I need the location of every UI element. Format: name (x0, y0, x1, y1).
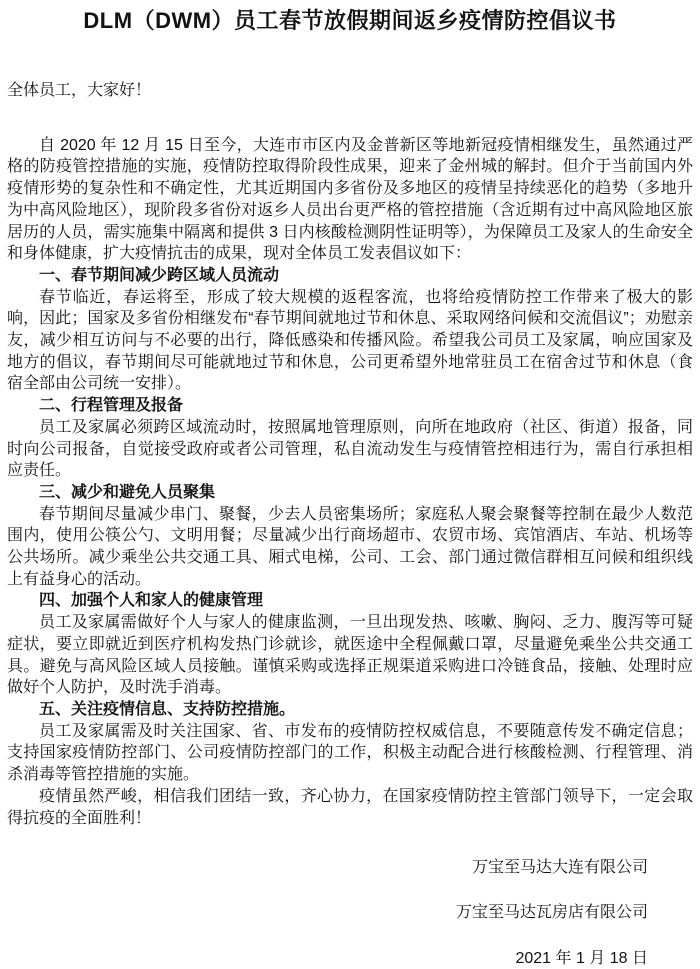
section-1-paragraph: 春节临近，春运将至，形成了较大规模的返程客流，也将给疫情防控工作带来了极大的影响，因此；国家及多省份相继发布“春节期间就地过节和休息、采取网络问候和交流倡议”；劝慰亲友，减少相互访问与不必要的出行，降低感染和传播风险。希望我公司员工及家属，响应国家及地方的倡议，春节期间尽可能就地过节和休息，公司更希望外地常驻员工在宿舍过节和休息（食宿全部由公司统一安排）。 (7, 288, 693, 393)
section-5-paragraph: 员工及家属需及时关注国家、省、市发布的疫情防控权威信息，不要随意传发不确定信息；支持国家疫情防控部门、公司疫情防控部门的工作，积极主动配合进行核酸检测、行程管理、消杀消毒等管控措施的实施。 (7, 722, 693, 784)
greeting-line: 全体员工，大家好！ (7, 82, 152, 99)
intro-paragraph: 自 2020 年 12 月 15 日至今，大连市市区内及金普新区等地新冠疫情相继发生，虽然通过严格的防疫管控措施的实施，疫情防控取得阶段性成果，迎来了金州城的解封。但介于当前国内外疫情形势的复杂性和不确定性，尤其近期国内多省份及多地区的疫情呈持续恶化的趋势（多地升为中高风险地区），现阶段多省份对返乡人员出台更严格的管控措施（含近期有过中高风险地区旅居历的人员，需实施集中隔离和提供 3 日内核酸检测阴性证明等），为保障员工及家人的生命安全和身体健康，扩大疫情抗击的成果，现对全体员工发表倡议如下： (7, 136, 693, 263)
signature-company-1: 万宝至马达大连有限公司 (471, 859, 648, 877)
section-2-heading: 二、行程管理及报备 (39, 397, 184, 415)
section-1-heading: 一、春节期间减少跨区域人员流动 (39, 266, 280, 284)
section-3-paragraph: 春节期间尽量减少串门、聚餐，少去人员密集场所；家庭私人聚会聚餐等控制在最少人数范围内，使用公筷公勺、文明用餐；尽量减少出行商场超市、农贸市场、宾馆酒店、车站、机场等公共场所。减少乘坐公共交通工具、厢式电梯，公司、工会、部门通过微信群相互问候和组织线上有益身心的活动。 (7, 505, 693, 588)
section-5-heading: 五、关注疫情信息、支持防控措施。 (39, 700, 296, 718)
section-3-heading: 三、减少和避免人员聚集 (39, 483, 216, 501)
signature-block (7, 857, 693, 969)
document-body (7, 135, 693, 830)
closing-paragraph: 疫情虽然严峻，相信我们团结一致，齐心协力，在国家疫情防控主管部门领导下，一定会取得抗疫的全面胜利！ (7, 787, 693, 827)
signature-company-2: 万宝至马达瓦房店有限公司 (455, 903, 648, 921)
section-2-paragraph: 员工及家属必须跨区域流动时，按照属地管理原则，向所在地政府（社区、街道）报备，同时向公司报备，自觉接受政府或者公司管理，私自流动发生与疫情管控相违行为，需自行承担相应责任。 (7, 418, 693, 480)
section-4-heading: 四、加强个人和家人的健康管理 (39, 592, 264, 610)
document-title: DLM（DWM）员工春节放假期间返乡疫情防控倡议书 (83, 8, 617, 33)
document-date: 2021 年 1 月 18 日 (515, 949, 648, 967)
section-4-paragraph: 员工及家属需做好个人与家人的健康监测，一旦出现发热、咳嗽、胸闷、乏力、腹泻等可疑症状，要立即就近到医疗机构发热门诊就诊，就医途中全程佩戴口罩，尽量避免乘坐公共交通工具。避免与高风险区域人员接触。谨慎采购或选择正规渠道采购进口冷链食品，接触、处理时应做好个人防护，及时洗手消毒。 (7, 614, 693, 697)
